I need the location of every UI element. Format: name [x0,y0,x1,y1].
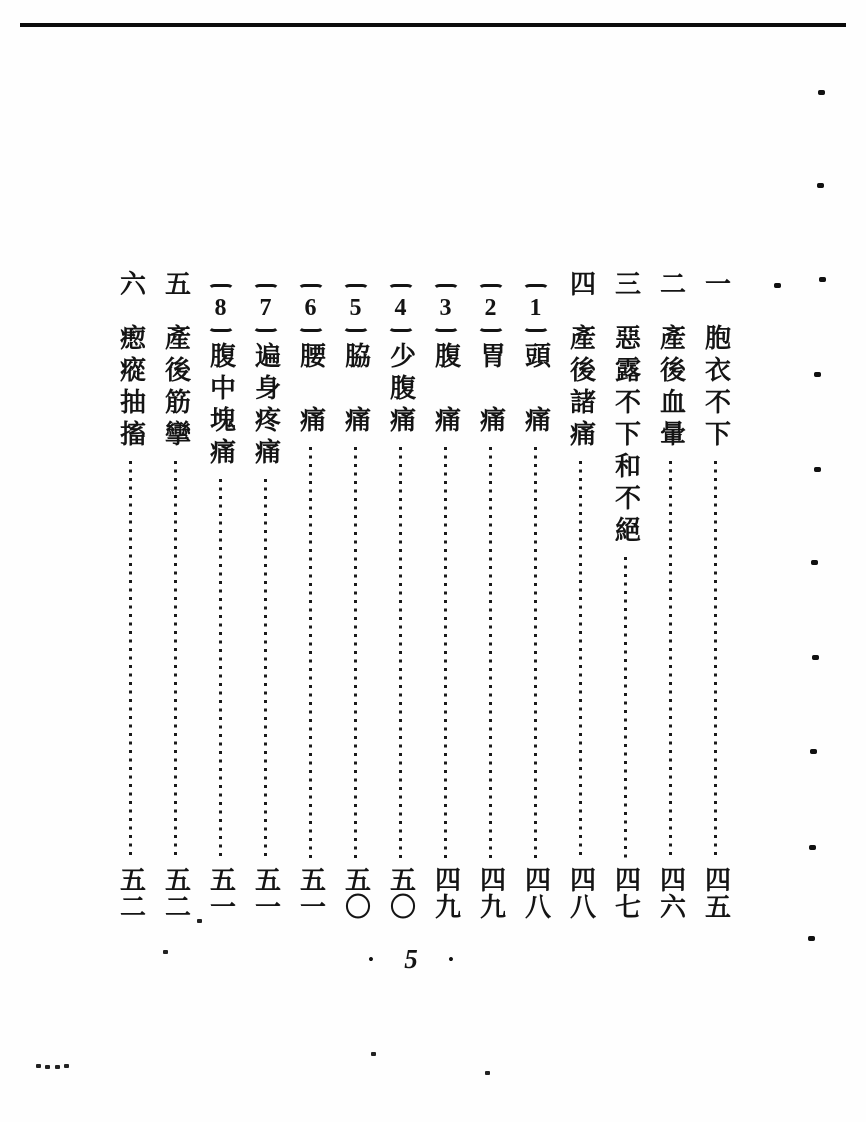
top-rule [20,23,846,27]
item-page-number: 五〇 [386,866,416,920]
item-title: 胞衣不下 [701,324,731,452]
item-page-number: 四六 [656,866,686,920]
item-number: 三 [611,270,641,296]
item-title: 產後筋攣 [161,324,191,452]
item-number: 二 [656,270,686,296]
item-page-number: 五二 [161,866,191,920]
item-number [208,284,234,332]
item-number: 一 [701,270,731,296]
item-title: 脇 痛 [341,342,371,438]
item-number [433,284,459,332]
item-page-number: 四八 [521,866,551,920]
item-page-number: 四八 [566,866,596,920]
item-page-number: 四九 [431,866,461,920]
toc-item-sub [333,270,378,920]
paren-open-icon [523,284,549,294]
paren-open-icon [343,284,369,294]
item-digit: 4 [394,295,407,321]
dotted-leader [354,447,357,860]
item-page-number: 四五 [701,866,731,920]
paren-open-icon [208,284,234,294]
item-number [523,284,549,332]
item-title: 惡露不下和不絕 [611,324,641,548]
toc-item-sub [468,270,513,920]
dotted-leader [579,461,582,860]
paren-close-icon [478,322,504,332]
toc-item-main [108,270,153,920]
item-digit: 8 [214,295,227,321]
item-title: 腹中塊痛 [206,342,236,470]
item-number [388,284,414,332]
paren-close-icon [208,322,234,332]
item-title: 少腹痛 [386,342,416,438]
toc-item-sub [243,270,288,920]
footer-left-dot-icon: • [368,949,374,969]
item-digit: 7 [259,295,272,321]
footer-page-number: 5 [404,943,418,974]
page-footer [368,941,454,977]
item-digit: 6 [304,295,317,321]
dotted-leader [714,461,717,860]
toc-item-sub [513,270,558,920]
dotted-leader [669,461,672,860]
item-digit: 1 [529,295,542,321]
item-page-number: 四七 [611,866,641,920]
paren-open-icon [478,284,504,294]
item-number: 五 [161,270,191,296]
item-number: 六 [116,270,146,296]
toc-item-main [153,270,198,920]
toc-item-main [603,270,648,920]
paren-open-icon [388,284,414,294]
item-page-number: 五一 [251,866,281,920]
scan-artifacts-bottom [0,0,5,4]
paren-open-icon [253,284,279,294]
item-page-number: 五一 [296,866,326,920]
item-page-number: 四九 [476,866,506,920]
paren-close-icon [298,322,324,332]
paren-close-icon [343,322,369,332]
dotted-leader [129,461,132,860]
toc-item-sub [198,270,243,920]
dotted-leader [219,479,222,860]
item-number [298,284,324,332]
dotted-leader [309,447,312,860]
paren-open-icon [433,284,459,294]
item-page-number: 五一 [206,866,236,920]
item-title: 瘛瘲抽搐 [116,324,146,452]
toc-item-sub [423,270,468,920]
item-page-number: 五二 [116,866,146,920]
item-number: 四 [566,270,596,296]
dotted-leader [624,557,627,860]
dotted-leader [489,447,492,860]
item-title: 腹 痛 [431,342,461,438]
toc-item-main [558,270,603,920]
paren-close-icon [523,322,549,332]
dotted-leader [264,479,267,860]
item-title: 產後血暈 [656,324,686,452]
toc-item-sub [378,270,423,920]
dotted-leader [399,447,402,860]
item-number [478,284,504,332]
item-title: 頭 痛 [521,342,551,438]
dotted-leader [534,447,537,860]
item-digit: 5 [349,295,362,321]
toc-item-main [693,270,738,920]
item-number [343,284,369,332]
toc-item-main [648,270,693,920]
item-title: 胃 痛 [476,342,506,438]
item-page-number: 五〇 [341,866,371,920]
paren-open-icon [298,284,324,294]
toc-item-sub [288,270,333,920]
dotted-leader [444,447,447,860]
paren-close-icon [253,322,279,332]
table-of-contents [108,270,738,920]
item-title: 遍身疼痛 [251,342,281,470]
paren-close-icon [388,322,414,332]
footer-right-dot-icon: • [448,949,454,969]
item-digit: 3 [439,295,452,321]
paren-close-icon [433,322,459,332]
item-title: 腰 痛 [296,342,326,438]
item-digit: 2 [484,295,497,321]
item-title: 產後諸痛 [566,324,596,452]
dotted-leader [174,461,177,860]
item-number [253,284,279,332]
